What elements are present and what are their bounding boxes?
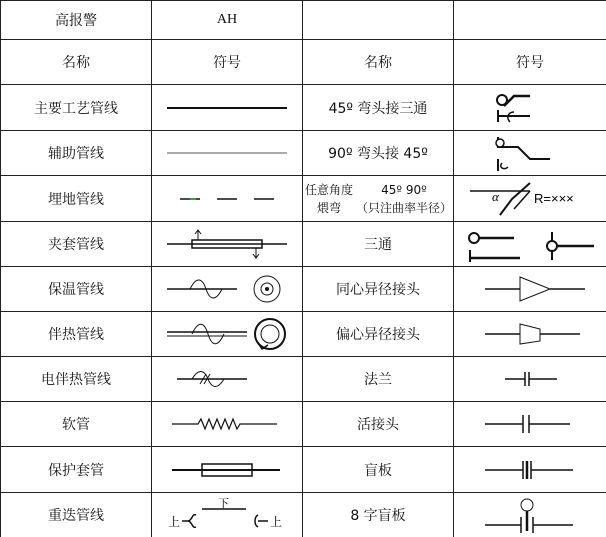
radius-note-text: （只注曲率半径） [355,200,452,215]
table-row [0,85,606,131]
protective-sleeve-symbol [152,447,303,492]
bend-note [355,181,453,217]
cell-name [0,447,152,492]
cell-name [0,85,152,130]
cell-name [303,267,454,311]
name-text: 同心异径接头 [336,282,420,298]
name-text: 法兰 [364,372,392,388]
name-text: 辅助管线 [48,146,104,162]
electric-traced-line-symbol [152,357,303,401]
header-name-left [0,40,152,84]
table-header-row [0,40,606,85]
cell-name [303,312,454,356]
union-symbol [454,402,606,446]
cell-name [0,357,152,401]
cell-empty [454,1,606,39]
name-text: 夹套管线 [48,237,104,253]
buried-line-icon [162,189,292,209]
table-row [0,267,606,312]
traced-line-icon [162,315,292,353]
table-row [0,176,606,222]
insulated-line-icon [162,271,292,307]
main-process-line-symbol [152,85,303,130]
name-text: 高报警 [55,13,97,29]
tee-icon [460,224,600,264]
overlapping-line-symbol [152,493,303,537]
name-text: 保温管线 [48,282,104,298]
flange-icon [465,364,595,394]
header-text: 符号 [213,55,241,71]
cell-name [0,222,152,266]
union-icon [465,409,595,439]
name-text: 盲板 [364,462,392,479]
eccentric-reducer-icon [465,319,595,349]
header-text: 名称 [62,55,90,71]
jacketed-line-icon [162,227,292,261]
name-text: 活接头 [357,417,399,433]
main-process-line-icon [162,98,292,118]
concentric-reducer-icon [465,274,595,304]
name-text: 保护套管 [48,462,104,479]
header-name-right [303,40,454,84]
cell-symbol [152,1,303,39]
figure8-blind-icon [465,495,595,535]
traced-line-symbol [152,312,303,356]
table-row [0,357,606,402]
lower-label-text: 下 [218,497,229,510]
hose-icon [162,412,292,436]
cell-name [303,493,454,537]
alpha-text: α [492,188,499,204]
upper-label-text: 上 [168,515,181,529]
protective-sleeve-icon [162,455,292,485]
name-text: 偏心异径接头 [336,327,420,343]
name-text: 三通 [364,237,392,253]
cell-name [0,1,152,39]
name-text: 伴热管线 [48,327,104,343]
name-text: 重迭管线 [48,508,104,524]
blind-plate-icon [465,455,595,485]
name-text: 8 字盲板 [350,508,406,524]
concentric-reducer-symbol [454,267,606,311]
insulated-line-symbol [152,267,303,311]
table-row [0,493,606,537]
cell-name [0,267,152,311]
cell-name [0,176,152,221]
table-row [0,312,606,357]
header-text: 名称 [364,55,392,71]
elbow45-tee-symbol [454,85,606,130]
cell-name [0,402,152,446]
elbow90-45-symbol [454,131,606,175]
electric-traced-line-icon [162,364,292,394]
table-row [0,447,606,493]
cell-empty [303,1,454,39]
overlapping-line-icon [162,495,292,535]
auxiliary-line-symbol [152,131,303,175]
cell-name [303,402,454,446]
figure8-blind-symbol [454,493,606,537]
arbitrary-bend-cell [303,176,454,221]
header-text: 符号 [516,55,544,71]
cell-name [303,447,454,492]
cell-name [303,357,454,401]
cell-name [303,222,454,266]
table-row [0,131,606,176]
name-text: 埋地管线 [48,191,104,208]
flange-symbol [454,357,606,401]
cell-name [303,85,454,130]
cell-name [0,493,152,537]
name-text: 主要工艺管线 [34,100,118,117]
header-symbol-left [152,40,303,84]
elbow90-45-icon [490,133,570,173]
cell-name [0,131,152,175]
eccentric-reducer-symbol [454,312,606,356]
elbow45-tee-icon [490,88,570,128]
upper-label-text: 上 [270,515,283,529]
buried-line-symbol [152,176,303,221]
table-row [0,402,606,447]
auxiliary-line-icon [162,143,292,163]
name-text: 90º 弯头接 45º [328,146,428,162]
arbitrary-bend-label [303,181,355,217]
cell-name [0,312,152,356]
table-row [0,0,606,40]
symbol-text: AH [216,12,238,27]
table-row [0,222,606,267]
tee-symbol [454,222,606,266]
arbitrary-bend-icon [460,179,600,219]
name-text: 电伴热管线 [41,372,111,388]
cell-name [303,131,454,175]
name-text: 软管 [62,417,90,433]
jacketed-line-symbol [152,222,303,266]
blind-plate-symbol [454,447,606,492]
angle-text: 45º 90º [381,182,427,197]
arbitrary-bend-symbol [454,176,606,221]
name-text: 任意角度煨弯 [304,182,353,215]
hose-symbol [152,402,303,446]
header-symbol-right [454,40,606,84]
radius-text: R=××× [534,190,574,206]
name-text: 45º 弯头接三通 [328,100,428,117]
